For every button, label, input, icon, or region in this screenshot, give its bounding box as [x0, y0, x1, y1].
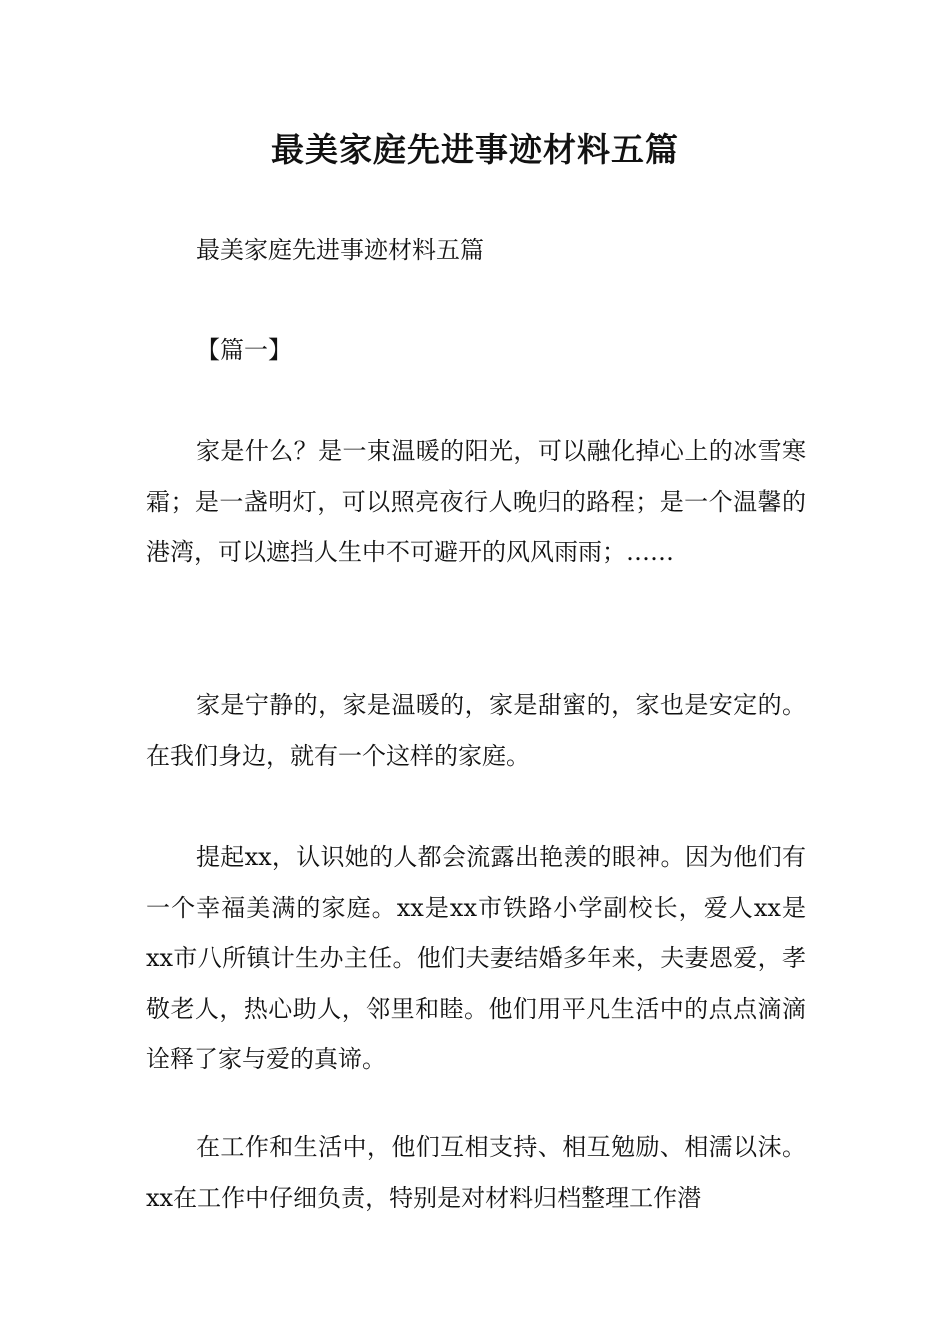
section-heading: 【篇一】: [196, 336, 292, 364]
document-subtitle: 最美家庭先进事迹材料五篇: [196, 236, 484, 264]
document-title: 最美家庭先进事迹材料五篇: [271, 130, 679, 169]
paragraph: 家是什么？是一束温暖的阳光，可以融化掉心上的冰雪寒霜；是一盏明灯，可以照亮夜行人晚归的路程；是一个温馨的港湾，可以遮挡人生中不可避开的风风雨雨；……: [146, 437, 806, 566]
paragraph: 提起xx，认识她的人都会流露出艳羡的眼神。因为他们有一个幸福美满的家庭。xx是xx市铁路小学副校长，爱人xx是xx市八所镇计生办主任。他们夫妻结婚多年来，夫妻恩爱，孝敬老人，热心助人，邻里和睦。他们用平凡生活中的点点滴滴诠释了家与爱的真谛。: [146, 843, 806, 1073]
paragraph: 在工作和生活中，他们互相支持、相互勉励、相濡以沫。xx在工作中仔细负责，特别是对材料归档整理工作潜: [146, 1133, 806, 1212]
paragraph: 家是宁静的，家是温暖的，家是甜蜜的，家也是安定的。在我们身边，就有一个这样的家庭。: [146, 691, 806, 770]
